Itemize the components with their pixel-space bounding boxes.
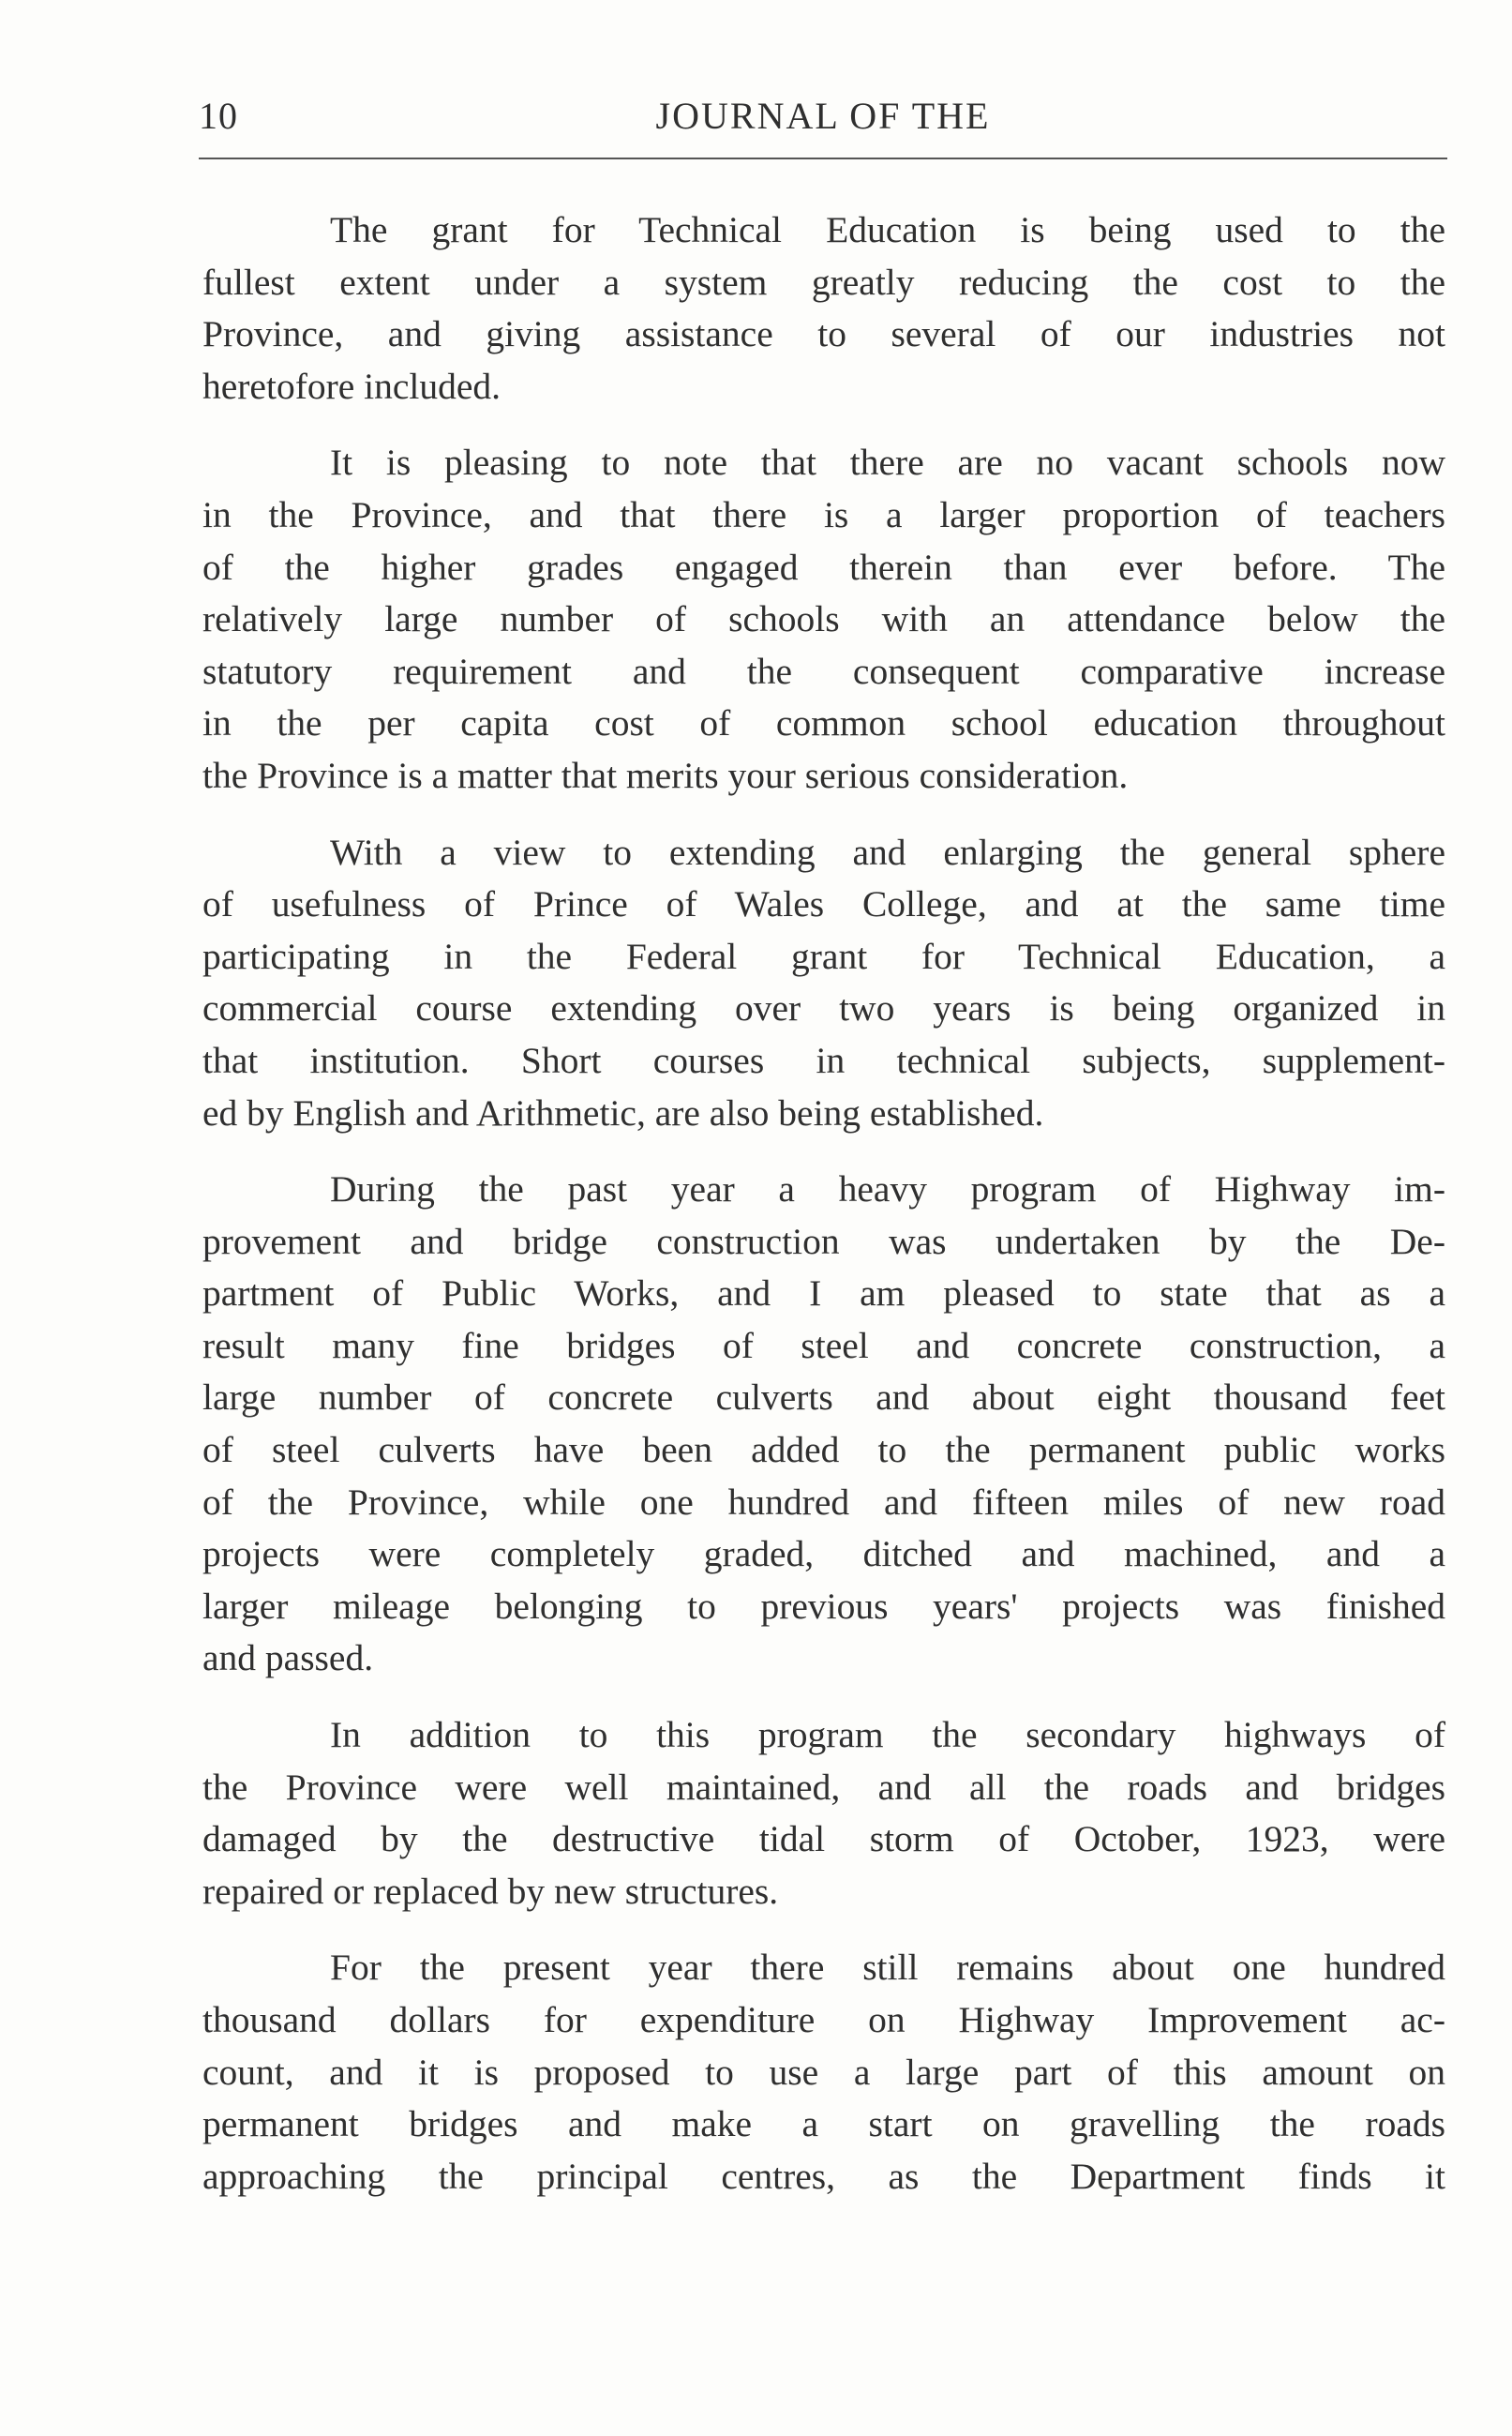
text-line: In addition to this program the secondary highways of <box>330 1714 1445 1756</box>
text-line: in the Province, and that there is a larger proportion of teachers <box>202 493 1445 535</box>
text-line: larger mileage belonging to previous years' projects was finished <box>202 1585 1445 1627</box>
text-line: permanent bridges and make a start on gravelling the roads <box>202 2103 1445 2145</box>
text-line: approaching the principal centres, as the Department finds it <box>202 2155 1445 2197</box>
text-line: and passed. <box>202 1637 374 1679</box>
text-line: in the per capita cost of common school education throughout <box>202 702 1445 744</box>
header-rule <box>199 158 1447 159</box>
text-line: commercial course extending over two years is being organized in <box>202 987 1445 1030</box>
text-line: of the higher grades engaged therein than ever before. The <box>202 546 1445 588</box>
text-line: The grant for Technical Education is being used to the <box>330 209 1445 250</box>
text-line: statutory requirement and the consequent comparative increase <box>202 650 1445 692</box>
text-line: thousand dollars for expenditure on Highway Improvement ac- <box>202 1999 1445 2040</box>
text-line: count, and it is proposed to use a large part of this amount on <box>202 2051 1445 2093</box>
paragraph-present-year <box>202 1942 1445 2203</box>
text-line: of usefulness of Prince of Wales College, and at the same time <box>202 883 1445 925</box>
page-number: 10 <box>199 95 238 137</box>
running-title: JOURNAL OF THE <box>655 95 991 137</box>
text-line: of the Province, while one hundred and fifteen miles of new road <box>202 1481 1445 1523</box>
text-line: For the present year there still remains about one hundred <box>330 1947 1445 1989</box>
text-line: that institution. Short courses in technical subjects, supplement- <box>202 1039 1445 1081</box>
paragraph-technical-education <box>202 204 1445 413</box>
text-line: the Province is a matter that merits your serious consideration. <box>202 754 1129 796</box>
body-text <box>202 204 1445 2227</box>
text-line: of steel culverts have been added to the permanent public works <box>202 1429 1445 1471</box>
text-line: repaired or replaced by new structures. <box>202 1870 779 1912</box>
text-line: result many fine bridges of steel and concrete construction, a <box>202 1324 1445 1366</box>
text-line: large number of concrete culverts and about eight thousand feet <box>202 1376 1445 1419</box>
text-line: During the past year a heavy program of Highway im- <box>330 1168 1445 1210</box>
paragraph-schools <box>202 437 1445 802</box>
text-line: heretofore included. <box>202 365 502 407</box>
paragraph-secondary-highways <box>202 1709 1445 1917</box>
text-line: Province, and giving assistance to several of our industries not <box>202 313 1445 355</box>
text-line: the Province were well maintained, and all the roads and bridges <box>202 1766 1445 1808</box>
paragraph-prince-of-wales-college <box>202 827 1445 1140</box>
text-line: With a view to extending and enlarging the general sphere <box>330 831 1445 873</box>
paragraph-highway-improvement <box>202 1164 1445 1685</box>
text-line: participating in the Federal grant for Technical Education, a <box>202 935 1445 977</box>
text-line: fullest extent under a system greatly reducing the cost to the <box>202 261 1445 303</box>
text-line: provement and bridge construction was undertaken by the De- <box>202 1220 1445 1262</box>
text-line: It is pleasing to note that there are no vacant schools now <box>330 442 1445 484</box>
text-line: damaged by the destructive tidal storm of October, 1923, were <box>202 1818 1445 1860</box>
text-line: ed by English and Arithmetic, are also being established. <box>202 1091 1044 1134</box>
text-line: partment of Public Works, and I am pleased to state that as a <box>202 1272 1445 1315</box>
text-line: relatively large number of schools with an attendance below the <box>202 598 1445 640</box>
text-line: projects were completely graded, ditched and machined, and a <box>202 1533 1445 1575</box>
page-header <box>199 94 1447 150</box>
